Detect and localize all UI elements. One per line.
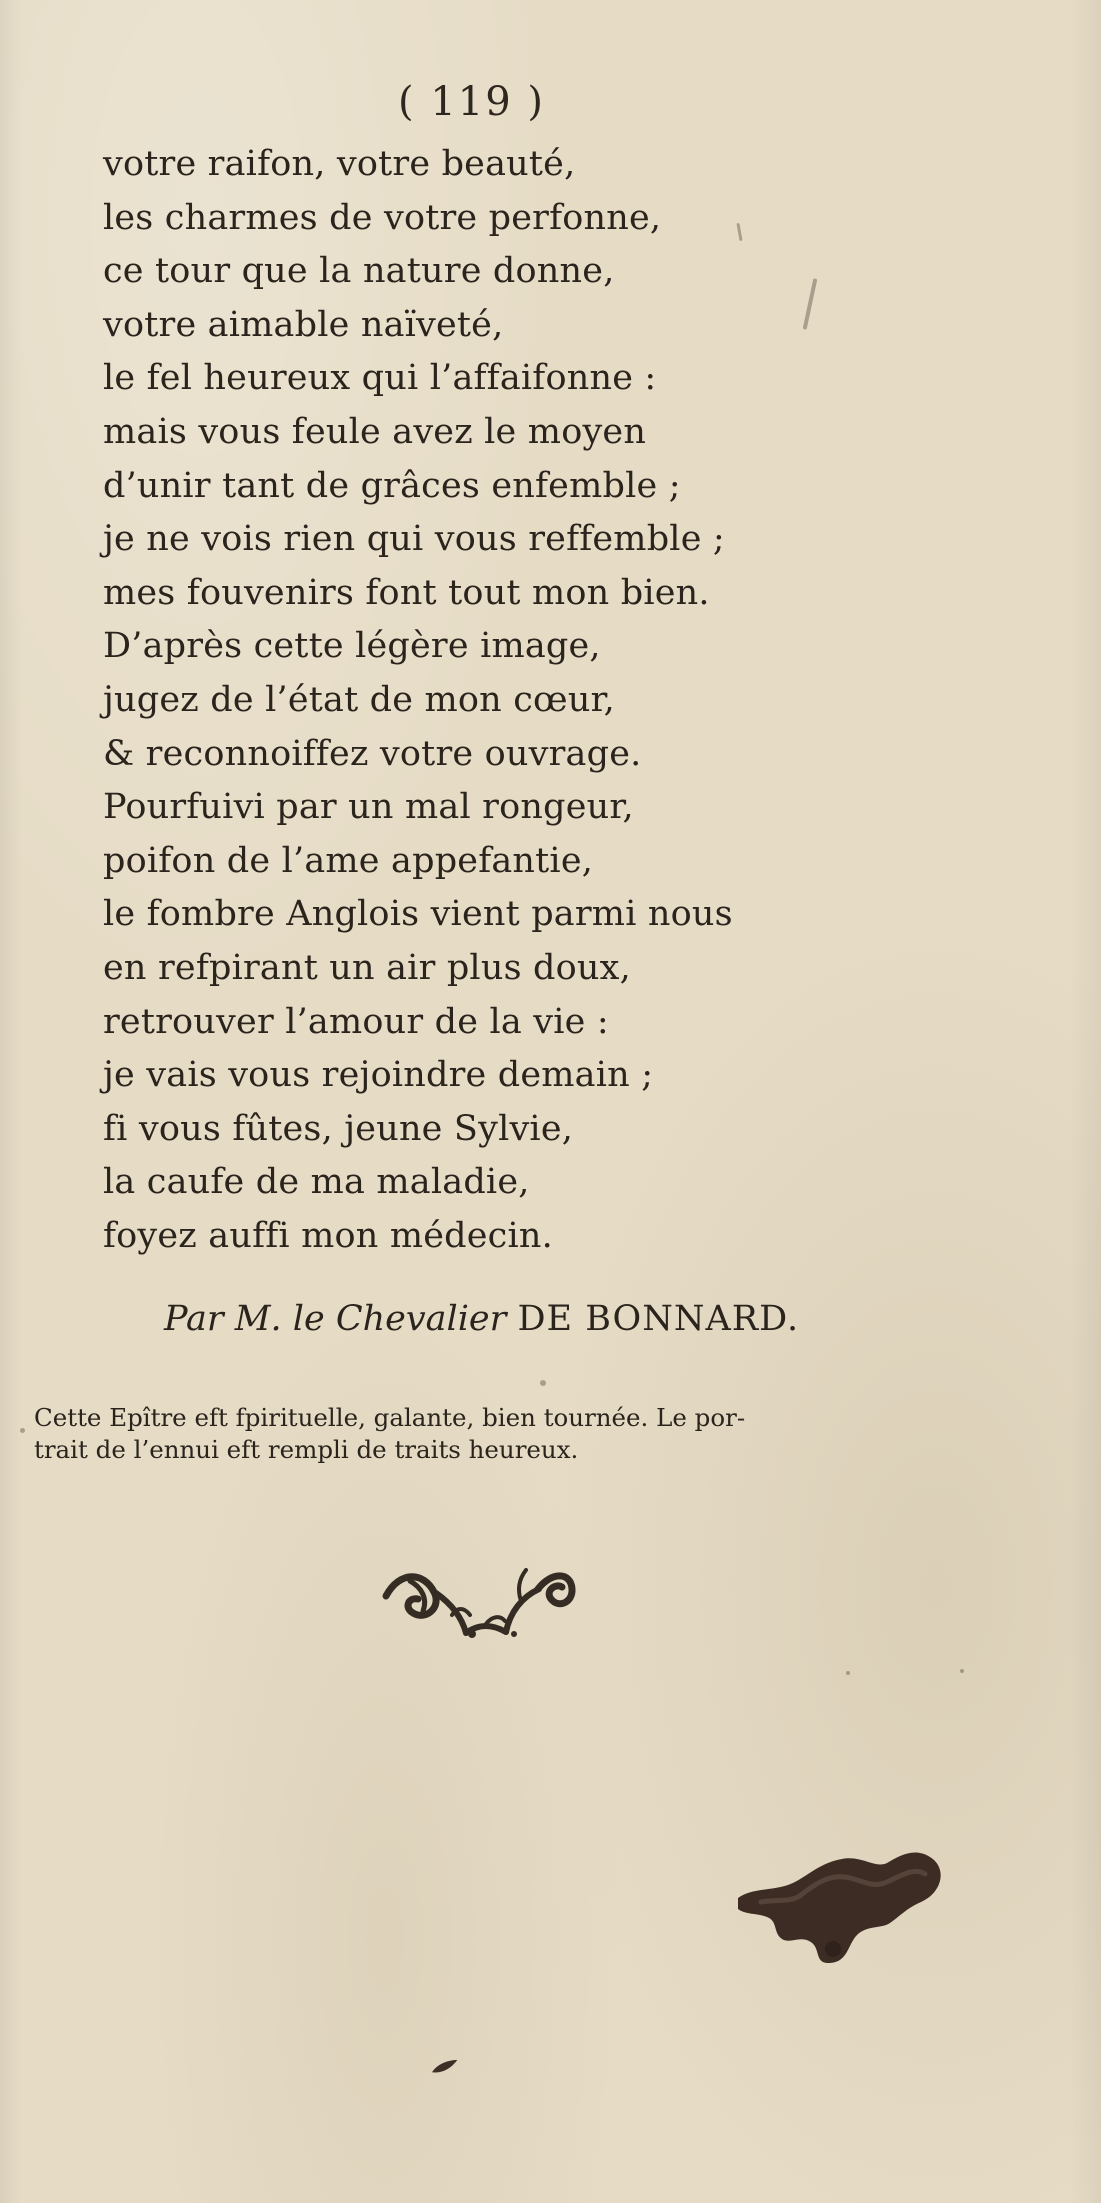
poem-line-19: fi vous fûtes, jeune Sylvie, bbox=[103, 1108, 574, 1149]
note-line-2: trait de l’ennui eft rempli de traits heureux. bbox=[34, 1435, 579, 1464]
poem-line-7: d’unir tant de grâces enfemble ; bbox=[103, 465, 681, 506]
author-prefix: Par M. le Chevalier bbox=[164, 1299, 518, 1339]
paper-speck bbox=[960, 1669, 964, 1673]
poem-line-16: en refpirant un air plus doux, bbox=[103, 947, 631, 988]
poem-line-17: retrouver l’amour de la vie : bbox=[103, 1001, 609, 1042]
poem-line-11: jugez de l’état de mon cœur, bbox=[103, 679, 616, 720]
poem-line-10: D’après cette légère image, bbox=[103, 626, 601, 667]
poem-line-5: le fel heureux qui l’affaifonne : bbox=[103, 358, 657, 399]
poem-line-14: poifon de l’ame appefantie, bbox=[103, 840, 594, 881]
poem-line-4: votre aimable naïveté, bbox=[103, 304, 504, 345]
poem-line-2: les charmes de votre perfonne, bbox=[103, 197, 662, 238]
paper-speck bbox=[540, 1380, 546, 1386]
author-name: DE BONNARD. bbox=[517, 1299, 800, 1339]
poem-line-6: mais vous feule avez le moyen bbox=[103, 411, 647, 452]
poem-line-18: je vais vous rejoindre demain ; bbox=[103, 1055, 654, 1096]
poem-line-9: mes fouvenirs font tout mon bien. bbox=[103, 572, 710, 613]
author-signature bbox=[164, 1299, 800, 1339]
paper-speck bbox=[846, 1671, 850, 1675]
poem-line-20: la caufe de ma maladie, bbox=[103, 1162, 530, 1203]
paper-speck bbox=[20, 1428, 25, 1433]
small-ink-mark-icon bbox=[429, 2057, 461, 2078]
poem-text bbox=[103, 138, 863, 1263]
poem-line-21: foyez auffi mon médecin. bbox=[103, 1215, 553, 1256]
ink-stain-icon bbox=[736, 1843, 948, 1975]
poem-line-13: Pourfuivi par un mal rongeur, bbox=[103, 787, 634, 828]
editorial-note bbox=[34, 1402, 964, 1466]
poem-line-15: le fombre Anglois vient parmi nous bbox=[103, 894, 733, 935]
poem-line-12: & reconnoiffez votre ouvrage. bbox=[103, 733, 642, 774]
poem-line-8: je ne vois rien qui vous reffemble ; bbox=[103, 519, 725, 560]
note-line-1: Cette Epître eft fpirituelle, galante, bien tournée. Le por- bbox=[34, 1403, 746, 1432]
page-number: ( 119 ) bbox=[398, 79, 545, 125]
poem-line-3: ce tour que la nature donne, bbox=[103, 251, 615, 292]
poem-line-1: votre raifon, votre beauté, bbox=[103, 144, 576, 184]
printer-ornament-icon bbox=[368, 1554, 583, 1644]
